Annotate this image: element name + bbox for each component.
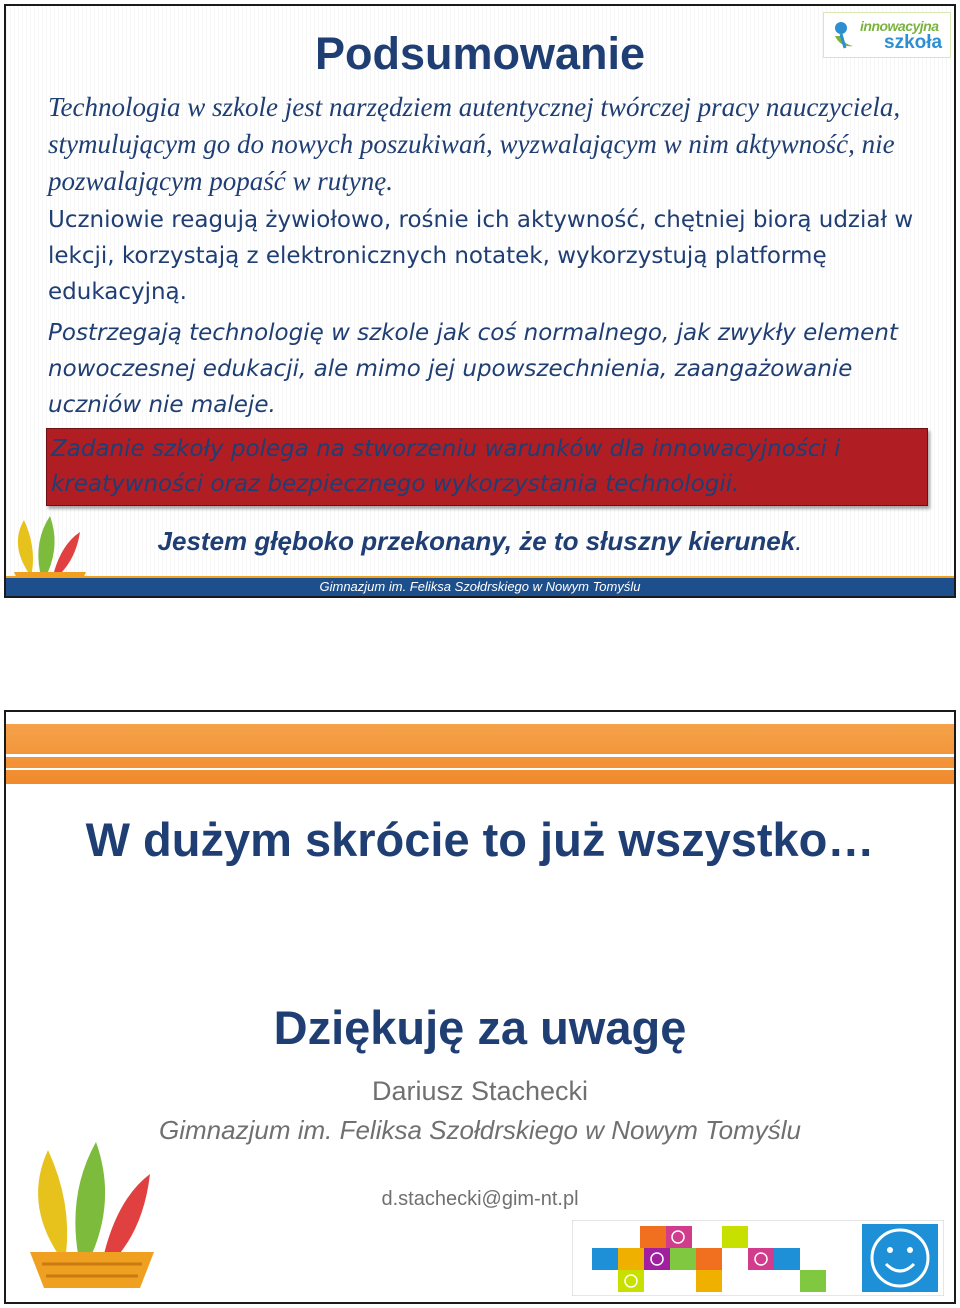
header-band [6, 724, 954, 784]
innowacyjna-szkola-logo [823, 12, 951, 58]
paragraph-perception: Postrzegają technologię w szkole jak coś normalnego, jak zwykły element nowoczesnej edukacji, ale mimo jej upowszechnienia, zaangażowanie uczniów nie maleje. [48, 320, 898, 418]
closing-slide [4, 710, 956, 1304]
logo-text-innowacyjna: innowacyjna [860, 18, 939, 34]
author-name: Dariusz Stachecki [371, 1076, 589, 1106]
logo-text-szkola: szkoła [884, 32, 943, 53]
conclusion-main: Jestem głęboko przekonany, że to słuszny kierunek [157, 526, 796, 556]
paragraph-technology: Technologia w szkole jest narzędziem autentycznej twórczej pracy nauczyciela, stymulującym go do nowych poszukiwań, wyzwalającym w nim aktywność, nie pozwalającym popaść w rutynę. [48, 92, 901, 196]
band-stripe [6, 768, 954, 770]
leaves-basket-icon [22, 1142, 162, 1292]
footer-bar [6, 576, 954, 596]
school-task-callout [46, 428, 928, 506]
callout-text: Zadanie szkoły polega na stworzeniu warunków dla innowacyjności i kreatywności oraz bezpiecznego wykorzystania technologii. [51, 436, 841, 497]
summary-slide [4, 4, 956, 598]
school-name: Gimnazjum im. Feliksa Szołdrskiego w Nowym Tomyślu [159, 1115, 801, 1145]
conclusion-tail: . [795, 526, 803, 556]
logo-mark-icon [827, 18, 861, 52]
author-email[interactable]: d.stachecki@gim-nt.pl [381, 1188, 579, 1210]
smiley-mosaic-icon [572, 1220, 944, 1296]
conclusion-text [6, 526, 954, 557]
slide-title: Podsumowanie [314, 28, 646, 79]
paragraph-students: Uczniowie reagują żywiołowo, rośnie ich aktywność, chętniej biorą udział w lekcji, korzystają z elektronicznych notatek, wykorzystują platformę edukacyjną. [48, 207, 914, 305]
band-stripe [6, 754, 954, 757]
thanks-heading: Dziękuję za uwagę [273, 1001, 687, 1054]
footer-school-name: Gimnazjum im. Feliksa Szołdrskiego w Nowym Tomyślu [319, 579, 641, 594]
closing-heading: W dużym skrócie to już wszystko… [85, 813, 875, 866]
